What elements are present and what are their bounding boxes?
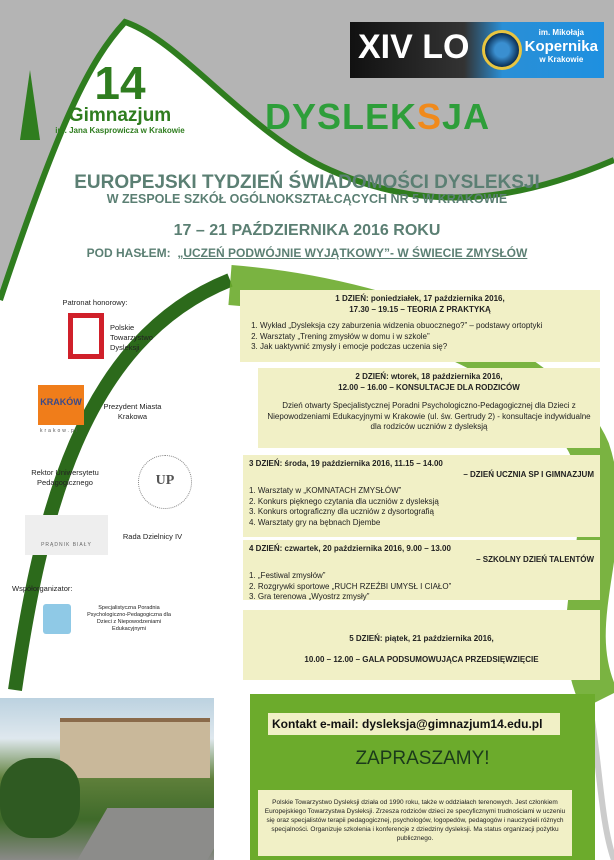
coorganizer-name: Specjalistyczna Poradnia Psychologiczno-Pedagogiczna dla Dzieci z Niepowodzeniami Edukacyjnymi bbox=[87, 605, 171, 632]
logo-subtitle: im. Jana Kasprowicza w Krakowie bbox=[55, 126, 185, 135]
list-item: 2. Rozgrywki sportowe „RUCH RZEŹBI UMYSŁ I CIAŁO” bbox=[249, 581, 452, 591]
ptd-note: Polskie Towarzystwo Dysleksji działa od 1990 roku, także w oddziałach terenowych. Jest członkiem Europejskiego Towarzystwa Dysleksji. Zrzesza rodziców dzieci ze specyficznymi trudnościami w uczeniu się oraz specjalistów terapii pedagogicznej, psychologów, logopedów, pedagogów i nauczycieli różnych specjalności. Organizuje szkolenia i konferencje z dziedziny dysleksji. Ma status organizacji pożytku publicznego. bbox=[258, 790, 572, 856]
list-item: 1. Wykład „Dysleksja czy zaburzenia widzenia obuocznego?” – podstawy ortoptyki bbox=[260, 321, 594, 332]
lo-logo-text: XIV LO bbox=[358, 28, 470, 66]
event-dates: 17 – 21 PAŹDZIERNIKA 2016 ROKU bbox=[173, 222, 441, 239]
day-3-box bbox=[243, 455, 600, 537]
day-1-box bbox=[240, 290, 600, 362]
day-1-heading: 1 DZIEŃ: poniedziałek, 17 października 2016, bbox=[335, 294, 505, 303]
day-5-title: 10.00 – 12.00 – GALA PODSUMOWUJĄCA PRZEDSIĘWZIĘCIE bbox=[304, 654, 539, 664]
mayor-label: Prezydent Miasta Krakowa bbox=[103, 402, 162, 421]
day-4-heading: 4 DZIEŃ: czwartek, 20 października 2016, 9.00 – 13.00 bbox=[249, 544, 451, 553]
list-item: 1. Warsztaty w „KOMNATACH ZMYSŁÓW” bbox=[249, 486, 402, 495]
dysleksja-logo bbox=[265, 96, 490, 138]
event-title: EUROPEJSKI TYDZIEŃ ŚWIADOMOŚCI DYSLEKSJI bbox=[74, 172, 540, 193]
coorganizer-label: Współorganizator: bbox=[12, 584, 73, 593]
dys-part2: S bbox=[417, 96, 443, 137]
council-label: Rada Dzielnicy IV bbox=[122, 532, 183, 541]
list-item: 3. Konkurs ortograficzny dla uczniów z dysortografią bbox=[249, 507, 434, 516]
contact-email[interactable]: Kontakt e-mail: dysleksja@gimnazjum14.edu.pl bbox=[268, 713, 560, 735]
lo-line1: im. Mikołaja bbox=[538, 28, 584, 37]
xiv-lo-logo bbox=[350, 22, 604, 78]
event-motto bbox=[0, 246, 614, 260]
list-item: 4. Warsztaty gry na bębnach Djembe bbox=[249, 517, 381, 527]
day-1-time: 17.30 – 19.15 – TEORIA Z PRAKTYKĄ bbox=[349, 304, 491, 314]
invite-text: ZAPRASZAMY! bbox=[355, 748, 490, 769]
day-2-box bbox=[258, 368, 600, 448]
dys-part1: DYSLEK bbox=[265, 96, 418, 137]
day-2-text: Dzień otwarty Specjalistycznej Poradni Psychologiczno-Pedagogicznej dla Dzieci z Niepowodzeniami Edukacyjnymi w Krakowie (ul. św. Gertrudy 2) - konsultacje indywidualne dla rodziców uczniów z dysleksją bbox=[267, 401, 591, 431]
ptd-logo bbox=[68, 313, 104, 359]
up-logo: UP bbox=[138, 455, 192, 509]
day-4-box bbox=[243, 540, 600, 600]
logo-name: Gimnazjum bbox=[68, 105, 172, 126]
lo-line2: Kopernika bbox=[524, 38, 598, 55]
day-4-title: – SZKOLNY DZIEŃ TALENTÓW bbox=[476, 554, 594, 564]
day-3-heading: 3 DZIEŃ: środa, 19 października 2016, 11.15 – 14.00 bbox=[249, 459, 443, 468]
patronage-label: Patronat honorowy: bbox=[62, 298, 128, 307]
krakow-url: krakow.pl bbox=[40, 428, 79, 434]
motto-label: POD HASŁEM: bbox=[86, 246, 171, 260]
poradnia-logo bbox=[43, 604, 71, 634]
ptd-name: Polskie Towarzystwo Dysleksji bbox=[110, 323, 153, 352]
list-item: 3. Jak uaktywnić zmysły i emocje podczas uczenia się? bbox=[260, 342, 594, 353]
list-item: 1. „Festiwal zmysłów” bbox=[249, 571, 326, 580]
motto-text: „UCZEŃ PODWÓJNIE WYJĄTKOWY”- W ŚWIECIE ZMYSŁÓW bbox=[177, 246, 528, 260]
day-2-time: 12.00 – 16.00 – KONSULTACJE DLA RODZICÓW bbox=[338, 382, 520, 392]
globe-icon bbox=[482, 30, 522, 70]
gimnazjum-14-logo bbox=[55, 57, 185, 135]
day-2-heading: 2 DZIEŃ: wtorek, 18 października 2016, bbox=[355, 372, 503, 381]
dys-part3: JA bbox=[442, 96, 491, 137]
krakow-logo: KRAKÓW bbox=[38, 385, 84, 425]
day-3-title: – DZIEŃ UCZNIA SP I GIMNAZJUM bbox=[463, 469, 594, 479]
list-item: 3. Gra terenowa „Wyostrz zmysły” bbox=[249, 592, 370, 601]
event-subtitle: W ZESPOLE SZKÓŁ OGÓLNOKSZTAŁCĄCYCH NR 5 W KRAKOWIE bbox=[106, 192, 508, 206]
pradnik-logo: PRĄDNIK BIAŁY bbox=[25, 515, 108, 555]
day-5-box bbox=[243, 610, 600, 680]
rector-label: Rektor Uniwersytetu Pedagogicznego bbox=[31, 468, 99, 487]
list-item: 2. Konkurs pięknego czytania dla uczniów z dysleksją bbox=[249, 496, 439, 506]
day-5-heading: 5 DZIEŃ: piątek, 21 października 2016, bbox=[349, 634, 494, 643]
lo-line3: w Krakowie bbox=[539, 55, 584, 64]
school-building-photo bbox=[0, 698, 214, 860]
logo-number: 14 bbox=[94, 57, 146, 109]
list-item: 2. Warsztaty „Trening zmysłów w domu i w szkole” bbox=[260, 332, 594, 343]
